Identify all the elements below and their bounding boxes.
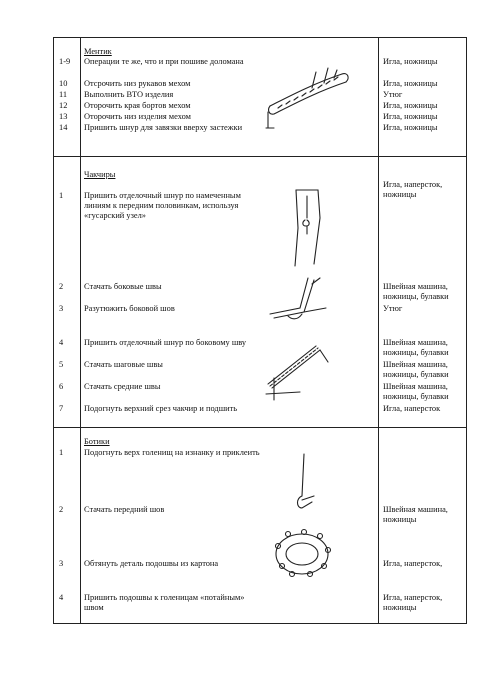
row-number: 2	[59, 282, 64, 291]
row-tools: Игла, наперсток, ножницы	[383, 180, 443, 200]
row-operation: Оторочить низ изделия мехом	[84, 112, 191, 121]
breeches-front-sketch	[288, 188, 328, 268]
row-operation: Стачать боковые швы	[84, 282, 162, 291]
row-operation: Обтянуть деталь подошвы из картона	[84, 559, 219, 568]
section-title-mentik: Ментик	[84, 47, 112, 56]
row-tools: Утюг	[383, 90, 403, 99]
sole-sketch	[270, 526, 334, 582]
row-operation: Пришить отделочный шнур по намеченным линиям к передним половинкам, используя «гусарский узел»	[84, 191, 241, 221]
row-tools: Игла, ножницы	[383, 101, 438, 110]
row-operation: Оторочить края бортов мехом	[84, 101, 191, 110]
row-operation: Пришить отделочный шнур по боковому шву	[84, 338, 247, 347]
operations-table	[53, 37, 467, 624]
row-tools: Игла, ножницы	[383, 57, 438, 66]
row-number: 1	[59, 191, 64, 200]
row-number: 6	[59, 382, 64, 391]
row-tools: Швейная машина, ножницы, булавки	[383, 282, 449, 302]
section-divider-1	[54, 156, 466, 157]
row-number: 3	[59, 304, 64, 313]
row-tools: Швейная машина, ножницы, булавки	[383, 360, 449, 380]
row-operation: Стачать средние швы	[84, 382, 161, 391]
row-tools: Игла, наперсток	[383, 404, 441, 413]
row-number: 2	[59, 505, 64, 514]
row-tools: Игла, наперсток, ножницы	[383, 593, 443, 613]
boot-top-fold-sketch	[290, 450, 320, 510]
row-operation: Отсрочить низ рукавов мехом	[84, 79, 191, 88]
row-number: 4	[59, 593, 64, 602]
row-operation: Операции те же, что и при пошиве доломана	[84, 57, 244, 66]
row-tools: Утюг	[383, 304, 403, 313]
row-number: 12	[59, 101, 68, 110]
row-number: 14	[59, 123, 68, 132]
row-operation: Пришить шнур для завязки вверху застежки	[84, 123, 243, 132]
column-divider-num	[80, 38, 81, 623]
row-number: 10	[59, 79, 68, 88]
row-number: 7	[59, 404, 64, 413]
column-divider-tools	[378, 38, 379, 623]
row-operation: Разутюжить боковой шов	[84, 304, 175, 313]
row-tools: Игла, наперсток,	[383, 559, 443, 568]
section-title-botiki: Ботики	[84, 437, 110, 446]
row-tools: Игла, ножницы	[383, 112, 438, 121]
row-operation: Пришить подошвы к голеницам «потайным» швом	[84, 593, 245, 613]
row-operation: Подогнуть верх голенищ на изнанку и приклеить	[84, 448, 260, 457]
row-number: 11	[59, 90, 68, 99]
section-title-chakchiry: Чакчиры	[84, 170, 116, 179]
row-operation: Стачать шаговые швы	[84, 360, 163, 369]
row-number: 5	[59, 360, 64, 369]
row-operation: Подогнуть верхний срез чакчир и подшить	[84, 404, 238, 413]
row-tools: Швейная машина, ножницы, булавки	[383, 382, 449, 402]
row-number: 1	[59, 448, 64, 457]
row-tools: Швейная машина, ножницы, булавки	[383, 338, 449, 358]
row-number: 4	[59, 338, 64, 347]
cord-side-seam-sketch	[264, 338, 330, 404]
row-tools: Игла, ножницы	[383, 123, 438, 132]
row-operation: Стачать передний шов	[84, 505, 165, 514]
fur-trim-sketch	[264, 68, 354, 133]
row-operation: Выполнить ВТО изделия	[84, 90, 174, 99]
row-number: 3	[59, 559, 64, 568]
side-seam-sketch	[268, 276, 330, 322]
row-tools: Швейная машина, ножницы	[383, 505, 448, 525]
row-number: 1-9	[59, 57, 71, 66]
row-number: 13	[59, 112, 68, 121]
row-tools: Игла, ножницы	[383, 79, 438, 88]
section-divider-2	[54, 427, 466, 428]
